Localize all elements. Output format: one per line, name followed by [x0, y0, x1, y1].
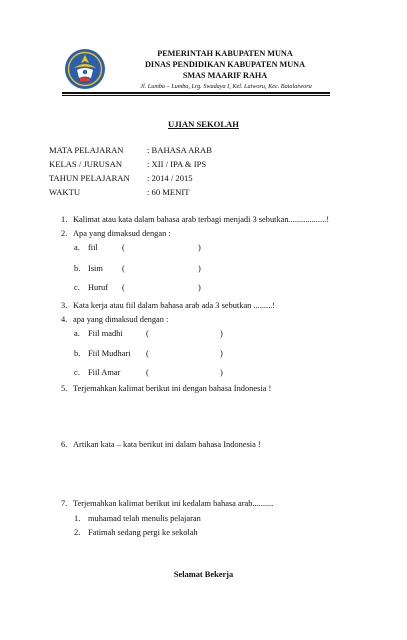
info-value: : 60 MENIT [147, 187, 190, 197]
item-number: 1. [74, 514, 81, 523]
info-value: : XII / IPA & IPS [147, 159, 207, 169]
answer-close-paren: ) [220, 349, 223, 358]
question-text: apa yang dimaksud dengan : [73, 315, 169, 324]
answer-open-paren: ( [122, 283, 125, 292]
question-number: 4. [61, 315, 68, 324]
exam-title: UJIAN SEKOLAH [168, 119, 239, 129]
option-term: Fiil Mudhari [88, 349, 131, 358]
option-letter: a. [74, 243, 80, 252]
answer-close-paren: ) [198, 283, 201, 292]
item-sentence: Fatimah sedang pergi ke sekolah [88, 528, 198, 537]
option-letter: a. [74, 329, 80, 338]
info-label: WAKTU [49, 187, 81, 197]
header-school: SMAS MAARIF RAHA [182, 71, 268, 80]
question-text: Kata kerja atau fiil dalam bahasa arab ada 3 sebutkan .........! [73, 301, 276, 310]
answer-close-paren: ) [220, 368, 223, 377]
question-text: Terjemahkan kalimat berikut ini kedalam bahasa arab.......... [73, 499, 274, 508]
option-letter: c. [74, 368, 80, 377]
question-number: 2. [61, 229, 68, 238]
answer-open-paren: ( [146, 349, 149, 358]
answer-close-paren: ) [220, 329, 223, 338]
question-text: Kalimat atau kata dalam bahasa arab terbagi menjadi 3 sebutkan..................! [73, 215, 330, 224]
header-government: PEMERINTAH KABUPATEN MUNA [157, 49, 293, 58]
answer-open-paren: ( [146, 329, 149, 338]
answer-close-paren: ) [198, 243, 201, 252]
answer-open-paren: ( [122, 243, 125, 252]
option-term: Huruf [88, 283, 109, 292]
question-number: 5. [61, 384, 68, 393]
answer-open-paren: ( [122, 264, 125, 273]
info-value: : 2014 / 2015 [147, 173, 193, 183]
question-number: 3. [61, 301, 68, 310]
option-term: Isim [88, 264, 103, 273]
header-department: DINAS PENDIDIKAN KABUPATEN MUNA [144, 60, 306, 69]
answer-close-paren: ) [198, 264, 201, 273]
item-sentence: muhamad telah menulis pelajaran [88, 514, 201, 523]
header-divider-thin [62, 95, 330, 96]
question-number: 1. [61, 215, 68, 224]
closing-message: Selamat Bekerja [173, 570, 234, 579]
question-text: Apa yang dimaksud dengan : [73, 229, 171, 238]
question-text: Artikan kata – kata berikut ini dalam bahasa Indonesia ! [73, 440, 261, 449]
question-number: 7. [61, 499, 68, 508]
info-label: MATA PELAJARAN [49, 145, 124, 155]
option-letter: b. [74, 264, 81, 273]
option-term: Fiil madhi [88, 329, 123, 338]
option-letter: b. [74, 349, 81, 358]
option-letter: c. [74, 283, 80, 292]
info-value: : BAHASA ARAB [147, 145, 212, 155]
option-term: Fiil Amar [88, 368, 121, 377]
info-label: TAHUN PELAJARAN [49, 173, 130, 183]
option-term: fiil [88, 243, 98, 252]
question-text: Terjemahkan kalimat berikut ini dengan bahasa Indonesia ! [73, 384, 272, 393]
question-number: 6. [61, 440, 68, 449]
info-label: KELAS / JURUSAN [49, 159, 123, 169]
item-number: 2. [74, 528, 81, 537]
answer-open-paren: ( [146, 368, 149, 377]
header-divider-thick [62, 92, 330, 94]
header-address: Jl. Lumba – Lumba, Lrg. Swadaya I, Kel. Laiworu, Kec. Batalaiworu [140, 83, 312, 90]
